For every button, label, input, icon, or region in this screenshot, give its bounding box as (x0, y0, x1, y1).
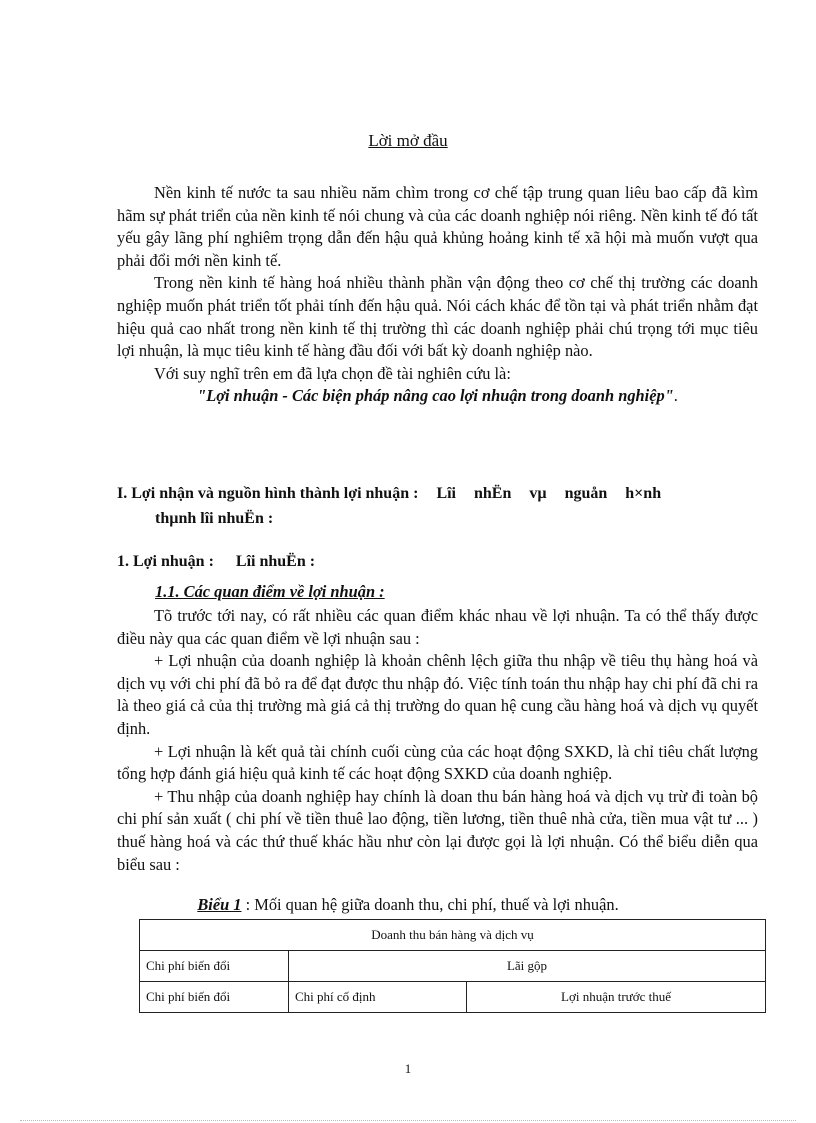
page-title: Lời mở đầu (368, 131, 448, 150)
section-1-heading-garbled: Lîi nhËn vµ nguån h×nh (436, 485, 662, 502)
figure-caption (0, 895, 816, 915)
research-topic-text: "Lợi nhuận - Các biện pháp nâng cao lợi nhuận trong doanh nghiệp" (197, 386, 674, 406)
revenue-cell: Doanh thu bán hàng và dịch vụ (140, 920, 766, 951)
pretax-profit-cell: Lợi nhuận trước thuế (467, 982, 766, 1013)
page-number: 1 (404, 1061, 412, 1076)
footer-divider (20, 1120, 796, 1121)
subsection-1-1-body (117, 605, 758, 876)
views-paragraph-4: + Thu nhập của doanh nghiệp hay chính là doan thu bán hàng hoá và dịch vụ trừ đi toàn bộ chi phí sản xuất ( chi phí về tiền thuê lao động, tiền lương, tiền thuê nhà cửa, tiền mua vật tư ... ) thuế hàng hoá và các thứ thuế khác hầu như còn lại được gọi là lợi nhuận. Có thể biểu diễn qua biểu sau : (117, 786, 758, 874)
subsection-1-heading-text: 1. Lợi nhuận : (117, 553, 214, 570)
research-topic (117, 385, 758, 408)
views-paragraph-2: + Lợi nhuận của doanh nghiệp là khoản chênh lệch giữa thu nhập về tiêu thụ hàng hoá và dịch vụ với chi phí đã bỏ ra để đạt được thu nhập đó. Việc tính toán thu nhập hay chi phí đã chi ra là theo giá cả của thị trường mà giá cả thị trường do quan hệ cung cầu hàng hoá và dịch vụ quyết định. (117, 651, 758, 738)
section-1-heading-continuation: thµnh lîi nhuËn : (155, 510, 274, 527)
figure-label: Biểu 1 (197, 895, 242, 914)
variable-cost-cell: Chi phí biến đổi (140, 951, 289, 982)
intro-section (117, 182, 758, 408)
subsection-1-heading-garbled: Lîi nhuËn : (235, 553, 316, 570)
gross-profit-cell: Lãi gộp (289, 951, 766, 982)
intro-paragraph-2: Trong nền kinh tế hàng hoá nhiều thành phần vận động theo cơ chế thị trường các doanh nghiệp muốn phát triển tốt phải tính đến hậu quả. Nói cách khác để tồn tại và phát triển nhằm đạt hiệu quả cao nhất trong nền kinh tế thị trường thì các doanh nghiệp phải chú trọng tới mục tiêu lợi nhuận, là mục tiêu kinh tế hàng đầu đối với bất kỳ doanh nghiệp nào. (117, 273, 758, 361)
fixed-cost-cell: Chi phí cố định (289, 982, 467, 1013)
views-paragraph-3: + Lợi nhuận là kết quả tài chính cuối cùng của các hoạt động SXKD, là chỉ tiêu chất lượng tổng hợp đánh giá hiệu quả kinh tế các hoạt động SXKD của doanh nghiệp. (117, 741, 758, 784)
research-topic-period: . (673, 386, 678, 406)
subsection-1-1-heading: 1.1. Các quan điểm về lợi nhuận : (155, 582, 385, 601)
revenue-breakdown-table (139, 919, 766, 1013)
section-1-heading-text: I. Lợi nhận và nguồn hình thành lợi nhuận : (117, 485, 419, 502)
variable-cost-cell-2: Chi phí biến đổi (140, 982, 289, 1013)
table-row (140, 982, 766, 1013)
section-1-heading (117, 481, 767, 531)
views-paragraph-1: Tõ trước tới nay, có rất nhiều các quan điểm khác nhau về lợi nhuận. Ta có thể thấy được điều này qua các quan điểm về lợi nhuận sau : (117, 606, 758, 648)
table-row (140, 951, 766, 982)
intro-paragraph-3: Với suy nghĩ trên em đã lựa chọn đề tài nghiên cứu là: (154, 363, 511, 383)
subsection-1-heading (117, 549, 767, 574)
intro-paragraph-1: Nền kinh tế nước ta sau nhiều năm chìm trong cơ chế tập trung quan liêu bao cấp đã kìm hãm sự phát triển của nền kinh tế nói chung và của các doanh nghiệp nói riêng. Nền kinh tế đó tất yếu gây lãng phí nghiêm trọng dẫn đến hậu quả khủng hoảng kinh tế xã hội mà muốn vượt qua phải đổi mới nền kinh tế. (117, 183, 758, 270)
figure-caption-text: : Mối quan hệ giữa doanh thu, chi phí, thuế và lợi nhuận. (241, 895, 619, 914)
table-row (140, 920, 766, 951)
